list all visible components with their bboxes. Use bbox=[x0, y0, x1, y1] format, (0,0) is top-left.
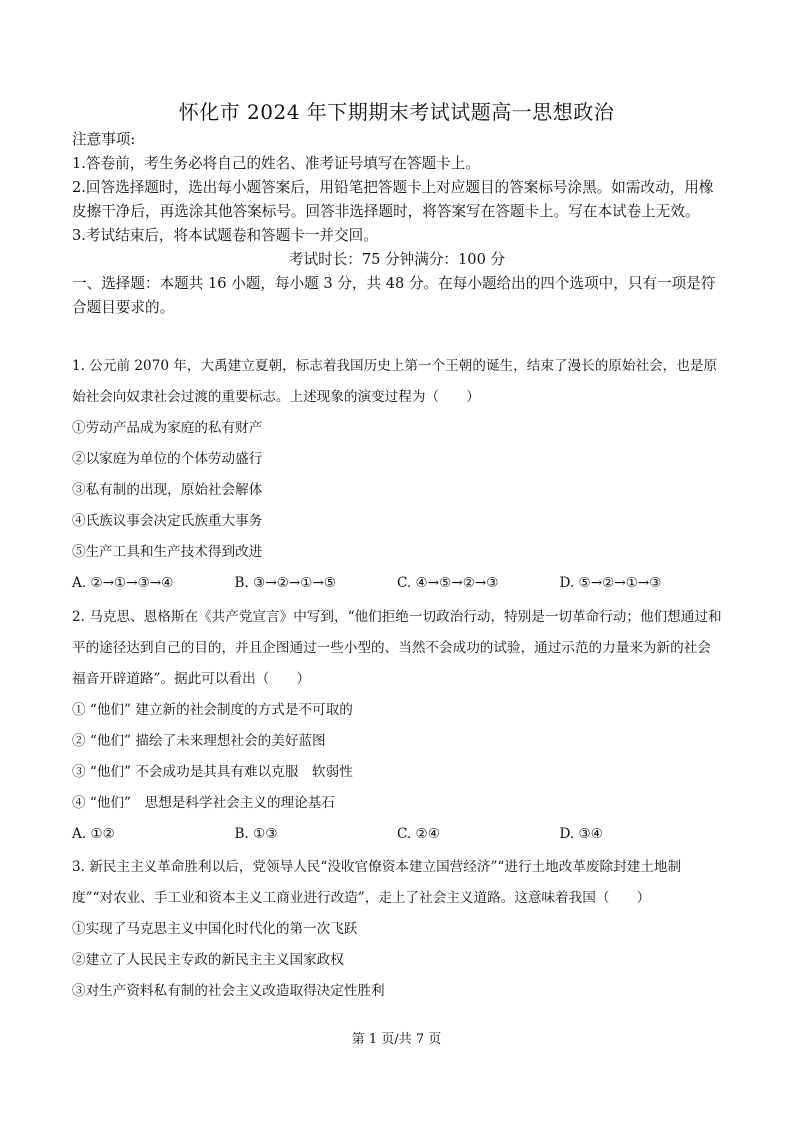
section-heading: 一、选择题：本题共 16 小题，每小题 3 分，共 48 分。在每小题给出的四个选项中，只有一项是符合题目要求的。 bbox=[72, 275, 716, 316]
question-1 bbox=[72, 351, 722, 599]
question-item: ⑤生产工具和生产技术得到改进 bbox=[72, 544, 263, 560]
option-b: B. ③→②→①→⑤ bbox=[234, 575, 337, 591]
question-stem: 2. 马克思、恩格斯在《共产党宣言》中写到，“他们拒绝一切政治行动，特别是一切革命行动；他们想通过和平的途径达到自己的目的，并且企图通过一些小型的、当然不会成功的试验，通过示范的力量来为新的社会福音开辟道路”。据此可以看出（ ） bbox=[72, 609, 722, 687]
page-title: 怀化市 2024 年下期期末考试试题高一思想政治 bbox=[178, 100, 615, 124]
answer-options bbox=[72, 568, 722, 599]
option-b: B. ①③ bbox=[234, 826, 278, 842]
question-stem: 1. 公元前 2070 年，大禹建立夏朝，标志着我国历史上第一个王朝的诞生，结束了漫长的原始社会，也是原始社会向奴隶社会过渡的重要标志。上述现象的演变过程为（ ） bbox=[72, 358, 718, 405]
question-item: ①实现了马克思主义中国化时代化的第一次飞跃 bbox=[72, 921, 358, 937]
question-item: ③对生产资料私有制的社会主义改造取得决定性胜利 bbox=[72, 983, 385, 999]
page-number: 第 1 页/共 7 页 bbox=[351, 1032, 442, 1047]
question-item: ②建立了人民民主专政的新民主主义国家政权 bbox=[72, 952, 344, 968]
question-item: ①劳动产品成为家庭的私有财产 bbox=[72, 420, 263, 436]
option-c: C. ②④ bbox=[397, 826, 440, 842]
option-a: A. ②→①→③→④ bbox=[72, 575, 174, 591]
question-stem: 3. 新民主主义革命胜利以后，党领导人民“没收官僚资本建立国营经济”“进行土地改革废除封建土地制度”“对农业、手工业和资本主义工商业进行改造”，走上了社会主义道路。这意味着我国（ ） bbox=[72, 859, 682, 906]
question-2 bbox=[72, 602, 722, 850]
option-d: D. ③④ bbox=[559, 826, 603, 842]
notes-item-2: 2.回答选择题时，选出每小题答案后，用铅笔把答题卡上对应题目的答案标号涂黑。如需改动，用橡皮擦干净后，再选涂其他答案标号。回答非选择题时，将答案写在答题卡上。写在本试卷上无效。 bbox=[72, 179, 714, 220]
question-item: ④ “他们” 思想是科学社会主义的理论基石 bbox=[72, 795, 335, 811]
question-item: ②以家庭为单位的个体劳动盛行 bbox=[72, 451, 263, 467]
question-item: ③ “他们” 不会成功是其具有难以克服 软弱性 bbox=[72, 764, 353, 780]
question-item: ① “他们” 建立新的社会制度的方式是不可取的 bbox=[72, 702, 353, 718]
question-item: ② “他们” 描绘了未来理想社会的美好蓝图 bbox=[72, 733, 326, 749]
option-d: D. ⑤→②→①→③ bbox=[559, 575, 662, 591]
notes-item-1: 1.答卷前，考生务必将自己的姓名、准考证号填写在答题卡上。 bbox=[72, 155, 480, 172]
exam-time-line: 考试时长：75 分钟满分：100 分 bbox=[288, 251, 506, 268]
option-c: C. ④→⑤→②→③ bbox=[397, 575, 499, 591]
question-3 bbox=[72, 852, 722, 1007]
option-a: A. ①② bbox=[72, 826, 115, 842]
instructions-block bbox=[72, 128, 722, 320]
question-item: ④氏族议事会决定氏族重大事务 bbox=[72, 513, 263, 529]
answer-options bbox=[72, 819, 722, 850]
question-item: ③私有制的出现，原始社会解体 bbox=[72, 482, 263, 498]
notes-heading: 注意事项: bbox=[72, 131, 136, 148]
notes-item-3: 3.考试结束后，将本试题卷和答题卡一并交回。 bbox=[72, 227, 378, 244]
